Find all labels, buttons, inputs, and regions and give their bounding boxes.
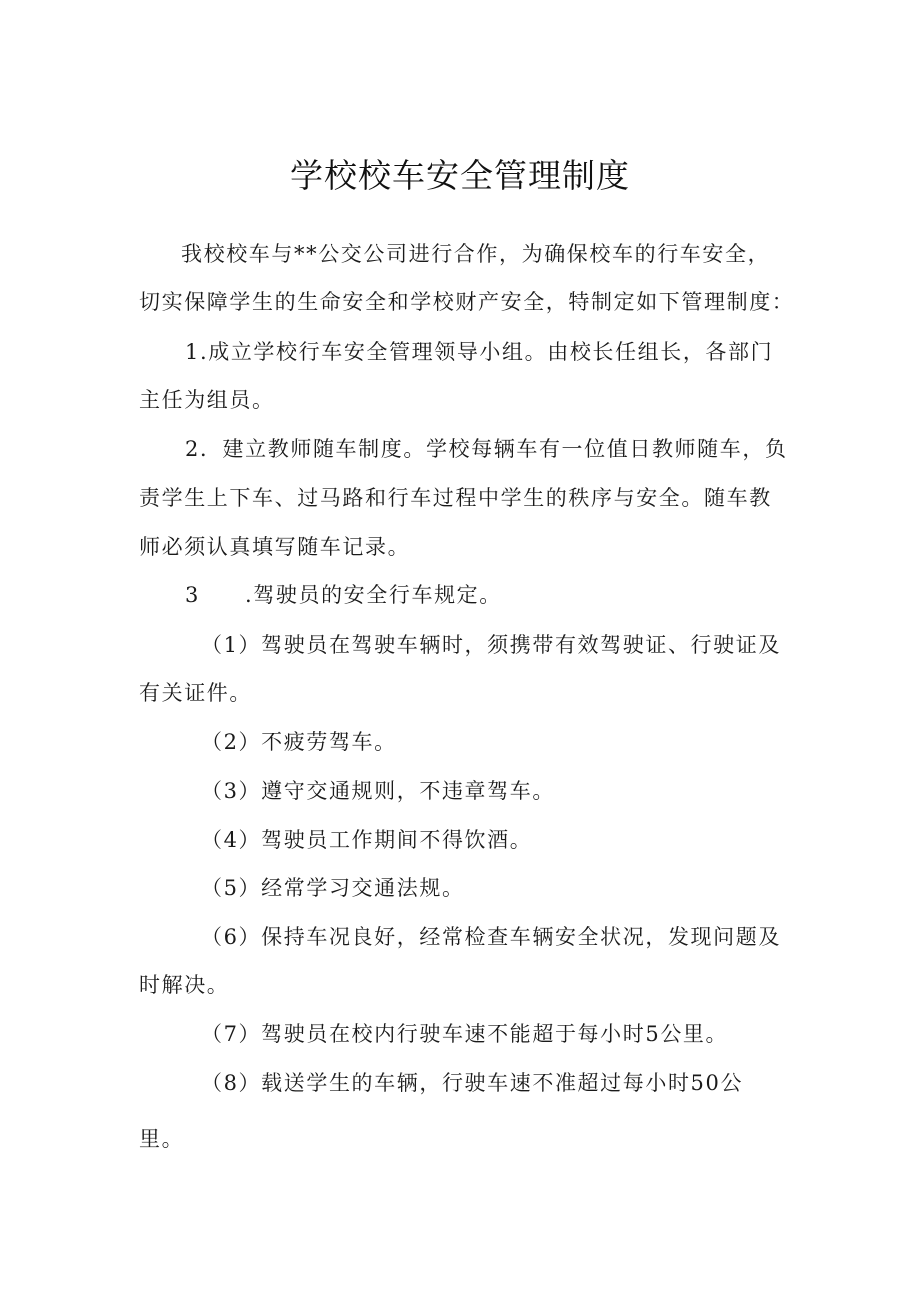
paragraph-intro-line-2: 切实保障学生的生命安全和学校财产安全，特制定如下管理制度：: [139, 290, 795, 314]
item-2-line-2: 责学生上下车、过马路和行车过程中学生的秩序与安全。随车教: [139, 486, 772, 510]
item-3-number: 3: [185, 583, 200, 607]
rule-5: （5）经常学习交通法规。: [201, 876, 465, 900]
rule-7: （7）驾驶员在校内行驶车速不能超于每小时5公里。: [201, 1022, 729, 1046]
item-1-line-2: 主任为组员。: [139, 388, 275, 412]
item-2-line-1: 2．建立教师随车制度。学校每辆车有一位值日教师随车，负: [185, 437, 788, 461]
rule-2: （2）不疲劳驾车。: [201, 730, 397, 754]
rule-4: （4）驾驶员工作期间不得饮酒。: [201, 828, 533, 852]
rule-3: （3）遵守交通规则，不违章驾车。: [201, 779, 555, 803]
rule-6-line-2: 时解决。: [139, 973, 230, 997]
rule-1-line-1: （1）驾驶员在驾驶车辆时，须携带有效驾驶证、行驶证及: [201, 633, 781, 657]
rule-8-line-2: 里。: [139, 1127, 185, 1151]
rule-1-line-2: 有关证件。: [139, 681, 252, 705]
rule-8-line-1: （8）载送学生的车辆，行驶车速不准超过每小时50公: [201, 1071, 744, 1095]
paragraph-intro-line-1: 我校校车与**公交公司进行合作，为确保校车的行车安全，: [181, 242, 771, 266]
item-3-heading: [185, 580, 502, 610]
item-3-heading-text: .驾驶员的安全行车规定。: [245, 583, 502, 607]
document-title: 学校校车安全管理制度: [290, 156, 630, 195]
item-1-line-1: 1.成立学校行车安全管理领导小组。由校长任组长，各部门: [185, 340, 774, 364]
item-2-line-3: 师必须认真填写随车记录。: [139, 535, 411, 559]
rule-6-line-1: （6）保持车况良好，经常检查车辆安全状况，发现问题及: [201, 925, 781, 949]
